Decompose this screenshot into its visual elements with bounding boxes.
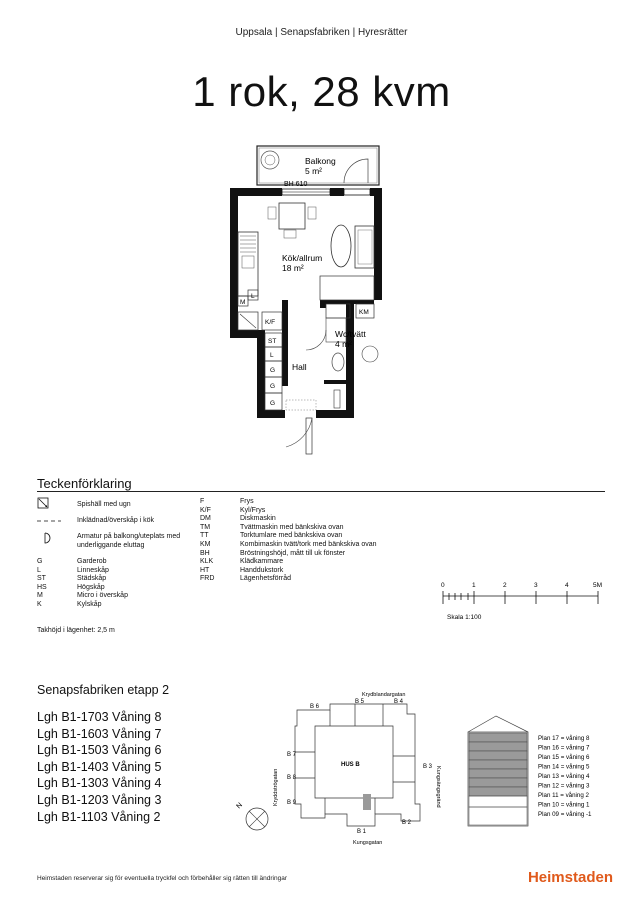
- walls: [230, 188, 382, 418]
- oval-table-icon: [331, 225, 351, 267]
- legend-row: HS Högskåp: [37, 583, 105, 591]
- legend-row: G Garderob: [37, 558, 107, 565]
- floor-highlight: [469, 751, 527, 760]
- kitchen-label: Kök/allrum: [282, 253, 323, 263]
- bh-label: BH 610: [284, 181, 308, 188]
- scale-tick: 1: [472, 582, 476, 589]
- highlight-unit: [363, 794, 371, 810]
- floor-label: Plan 17 = våning 8: [538, 735, 590, 742]
- kitchen-l-label: L: [251, 293, 255, 300]
- fixture-icon: [45, 533, 50, 543]
- floor-label: Plan 15 = våning 6: [538, 754, 590, 761]
- legend-symbols: [37, 497, 65, 545]
- scale-tick: 2: [503, 582, 507, 589]
- floor-highlight: [469, 760, 527, 769]
- floor-label: Plan 16 = våning 7: [538, 744, 590, 752]
- legend-row: BH Bröstningshöjd, mått till uk fönster: [200, 549, 346, 557]
- legend-row: K Kylskåp: [37, 600, 102, 608]
- building-label: B 8: [287, 775, 297, 781]
- building-label: B 9: [287, 800, 297, 806]
- building-section: [460, 712, 610, 832]
- building-label: B 2: [402, 820, 412, 826]
- legend-row: F Frys: [200, 498, 254, 505]
- apartment-item: Lgh B1-1203 Våning 3: [37, 793, 162, 807]
- kf-label: K/F: [265, 319, 276, 326]
- balcony-label: Balkong: [305, 156, 336, 166]
- scale-bar: [435, 578, 615, 628]
- km-label: KM: [359, 309, 369, 316]
- floor-label: Plan 14 = våning 5: [538, 763, 590, 771]
- floor-label: Plan 09 = våning -1: [538, 811, 592, 818]
- north-label: N: [235, 801, 244, 811]
- sink-icon: [362, 346, 378, 362]
- bath-area: 4 m²: [335, 339, 352, 349]
- legend-row: HT Handdukstork: [200, 566, 284, 574]
- legend-divider: [37, 491, 605, 492]
- legend-stove-text: Spishäll med ugn: [77, 501, 131, 508]
- apartment-item: Lgh B1-1403 Våning 5: [37, 759, 162, 774]
- closet-g-label: G: [270, 400, 276, 407]
- page-subtitle: Uppsala | Senapsfabriken | Hyresrätter: [235, 27, 408, 38]
- floor-highlight: [469, 733, 527, 742]
- closet-l-label: L: [270, 352, 274, 359]
- floor-label: Plan 10 = våning 1: [538, 801, 590, 809]
- kitchen-m-label: M: [240, 299, 246, 306]
- floor-label: Plan 12 = våning 3: [538, 782, 590, 790]
- balcony-door-swing-icon: [344, 159, 368, 183]
- floor-highlight: [469, 787, 527, 796]
- stove-icon: [38, 498, 48, 508]
- kitchen-area: 18 m²: [282, 263, 304, 273]
- street-label: Kungsgatan: [353, 840, 383, 846]
- house-label: HUS B: [341, 762, 360, 768]
- balcony-table-icon: [261, 151, 279, 169]
- ceiling-height: Takhöjd i lägenhet: 2,5 m: [37, 627, 115, 634]
- sink-icon: [242, 256, 254, 268]
- legend-row: K/F Kyl/Frys: [200, 506, 266, 514]
- kitchen-counter: [238, 232, 258, 296]
- legend-row: FRD Lägenhetsförråd: [200, 575, 291, 583]
- floor-highlight: [469, 778, 527, 787]
- entry-door-swing-icon: [286, 418, 312, 447]
- scale-label: Skala 1:100: [447, 614, 482, 621]
- legend-row: TM Tvättmaskin med bänkskiva ovan: [200, 523, 344, 531]
- floor-highlight: [469, 742, 527, 751]
- street-label: Kryddströgatan: [273, 768, 279, 806]
- toilet-icon: [332, 353, 344, 371]
- floor-highlight: [469, 769, 527, 778]
- legend-row: KM Kombimaskin tvätt/tork med bänkskiva ovan: [200, 540, 377, 548]
- apartment-item: Lgh B1-1603 Våning 7: [37, 726, 162, 741]
- doormat: [286, 400, 316, 410]
- brand-logo: Heimstaden: [527, 869, 613, 886]
- floor-label: Plan 13 = våning 4: [538, 773, 590, 780]
- page-title: 1 rok, 28 kvm: [192, 68, 451, 115]
- disclaimer: Heimstaden reserverar sig för eventuella tryckfel och förbehåller sig rätten till ändringar: [37, 875, 288, 882]
- bath-label: Wc/tvätt: [335, 329, 366, 339]
- scale-tick: 4: [565, 582, 569, 589]
- building-label: B 1: [357, 829, 367, 835]
- legend-row: DM Diskmaskin: [200, 515, 276, 523]
- site-plan: [225, 686, 455, 848]
- dining-table-icon: [279, 203, 305, 229]
- building-label: B 4: [394, 699, 404, 705]
- scale-tick: 0: [441, 582, 445, 589]
- closet-g-label: G: [270, 367, 276, 374]
- closet-g-label: G: [270, 383, 276, 390]
- legend-abbr-left: [37, 558, 128, 610]
- legend-row: ST Städskåp: [37, 575, 107, 583]
- street-label: Krydblandargatan: [362, 692, 406, 698]
- compass-icon: [235, 802, 268, 830]
- floor-label: Plan 11 = våning 2: [538, 792, 589, 799]
- roof: [468, 716, 528, 732]
- balcony-area: 5 m²: [305, 166, 322, 176]
- legend-dashed-text: Inklädnad/överskåp i kök: [77, 517, 155, 524]
- hall-label: Hall: [292, 362, 307, 372]
- legend-row: TT Torktumlare med bänkskiva ovan: [200, 532, 343, 540]
- closet-st-label: ST: [268, 338, 277, 345]
- legend-row: KLK Klädkammare: [200, 558, 284, 566]
- legend-abbr-right: [200, 498, 377, 584]
- legend-fixture-text: Armatur på balkong/uteplats med underliggande eluttag: [77, 533, 181, 549]
- apartment-item: Lgh B1-1103 Våning 2: [37, 809, 161, 824]
- building-label: B 7: [287, 752, 297, 758]
- building-label: B 6: [310, 704, 320, 710]
- building-label: B 5: [355, 699, 365, 705]
- etapp-title: Senapsfabriken etapp 2: [37, 683, 170, 697]
- legend-title: Teckenförklaring: [37, 476, 132, 491]
- legend-row: M Micro i överskåp: [37, 592, 128, 600]
- apartment-item: Lgh B1-1703 Våning 8: [37, 710, 162, 724]
- apartment-item: Lgh B1-1303 Våning 4: [37, 776, 162, 791]
- street-label: Kungsängsgränd: [435, 766, 441, 808]
- apartment-item: Lgh B1-1503 Våning 6: [37, 743, 162, 758]
- building-label: B 3: [423, 764, 433, 770]
- legend-row: L Linneskåp: [37, 566, 109, 574]
- scale-tick: 5M: [593, 582, 603, 589]
- scale-tick: 3: [534, 582, 538, 589]
